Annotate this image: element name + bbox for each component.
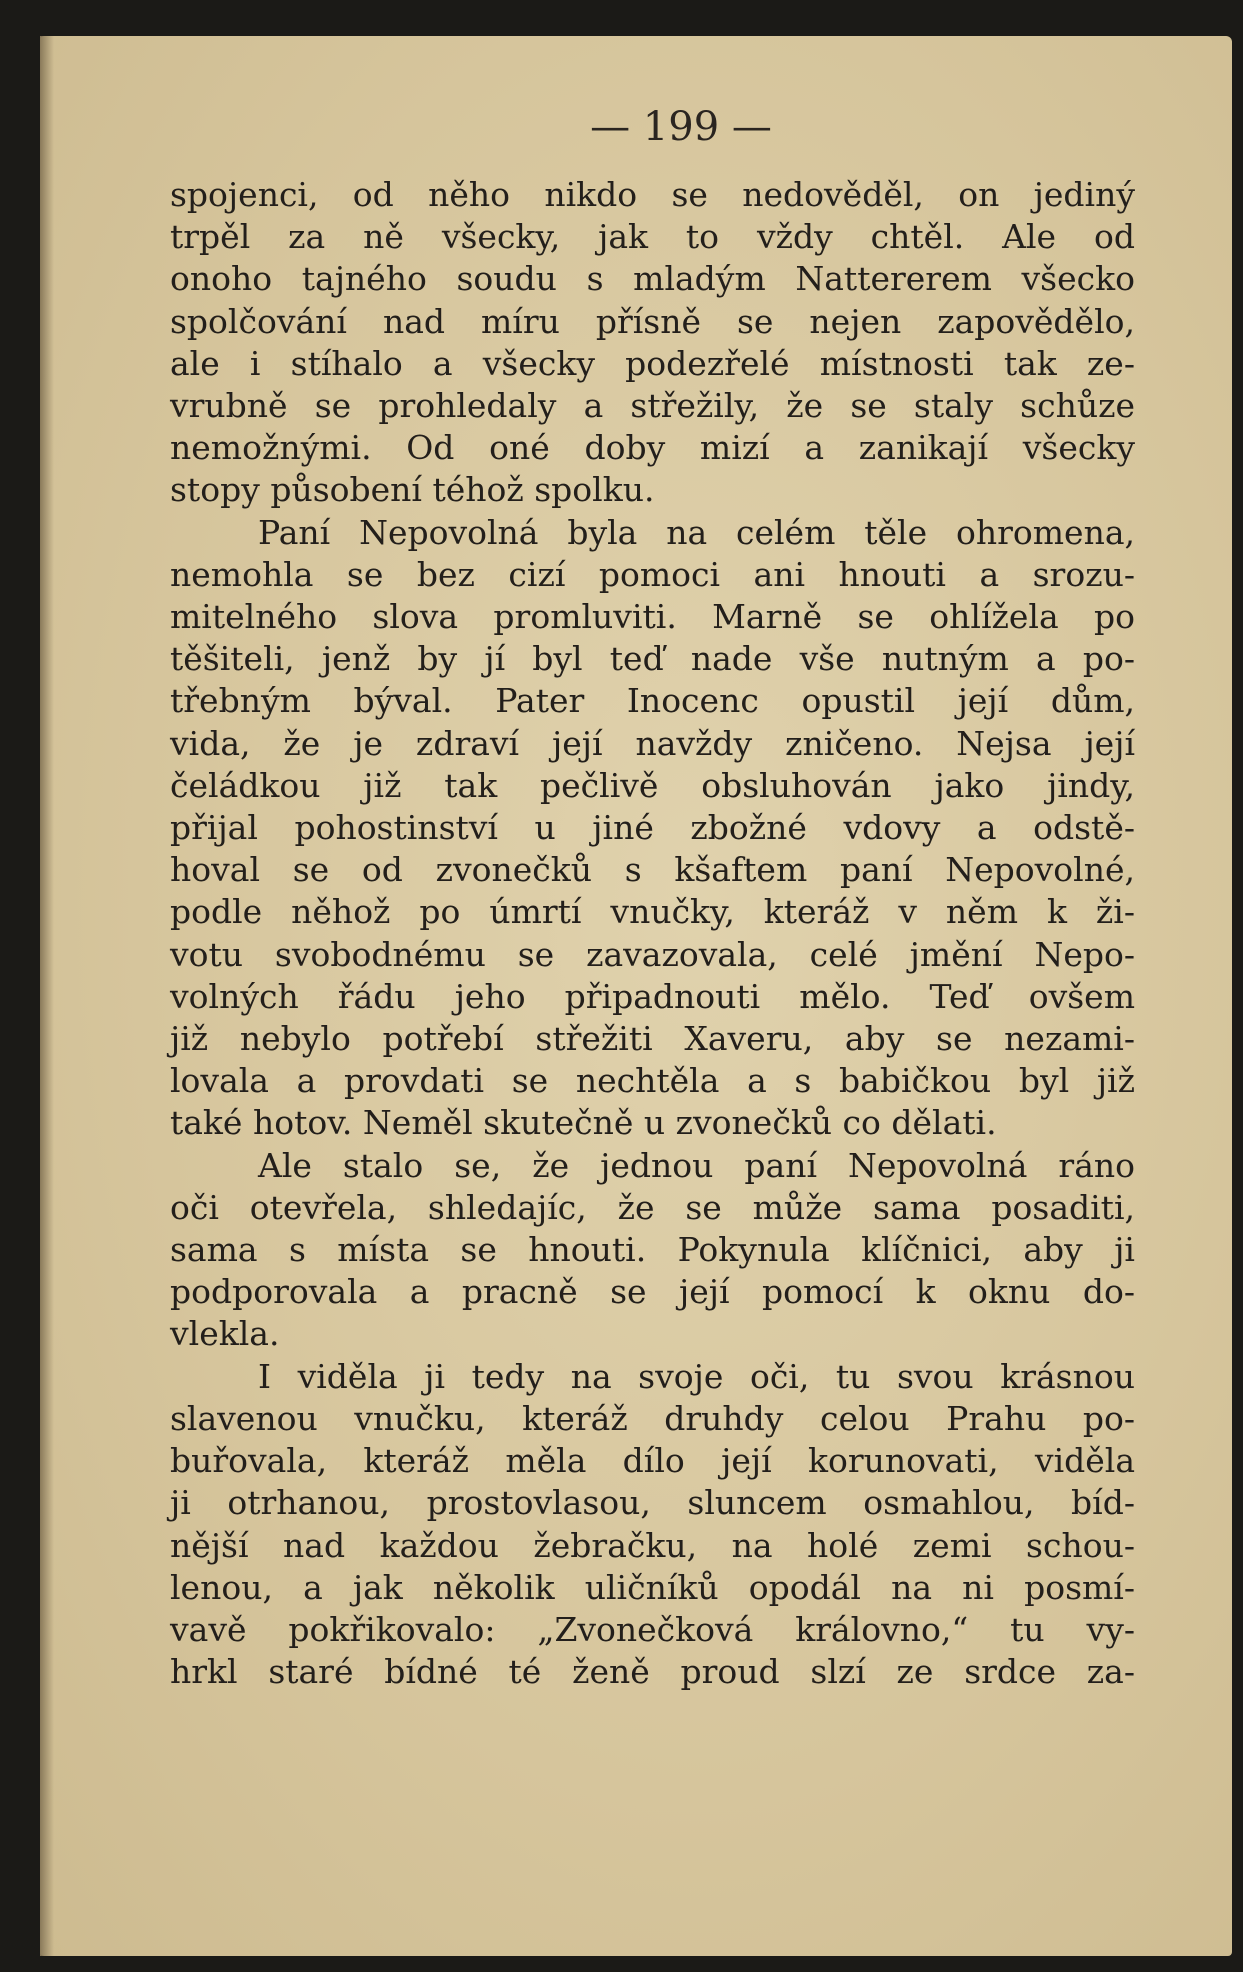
text-line: vlekla.: [170, 1314, 280, 1354]
text-line: volných řádu jeho připadnouti mělo. Teď ovšem: [170, 976, 1135, 1016]
text-line: votu svobodnému se zavazovala, celé jmění Nepo-: [170, 934, 1135, 974]
text-line: hoval se od zvonečků s kšaftem paní Nepovolné,: [170, 850, 1135, 890]
body-text: [170, 174, 1135, 1693]
text-line: přijal pohostinství u jiné zbožné vdovy a odstě-: [170, 808, 1135, 848]
text-line: mitelného slova promluviti. Marně se ohlížela po: [170, 597, 1135, 637]
text-line: stopy působení téhož spolku.: [170, 470, 655, 510]
text-line: podle něhož po úmrtí vnučky, kteráž v něm k ži-: [170, 892, 1135, 932]
page-number: — 199 —: [590, 104, 772, 150]
text-line: nější nad každou žebračku, na holé zemi schou-: [170, 1525, 1135, 1565]
text-line: lenou, a jak několik uličníků opodál na ni posmí-: [170, 1567, 1135, 1607]
text-line: čeládkou již tak pečlivě obsluhován jako jindy,: [170, 765, 1135, 805]
text-line: nemohla se bez cizí pomoci ani hnouti a srozu-: [170, 554, 1135, 594]
text-line: těšiteli, jenž by jí byl teď nade vše nutným a po-: [170, 639, 1135, 679]
text-line: třebným býval. Pater Inocenc opustil její dům,: [170, 681, 1135, 721]
text-line: onoho tajného soudu s mladým Nattererem všecko: [170, 259, 1135, 299]
text-line: trpěl za ně všecky, jak to vždy chtěl. Ale od: [170, 217, 1135, 257]
text-line: Ale stalo se, že jednou paní Nepovolná ráno: [258, 1145, 1135, 1185]
text-line: ji otrhanou, prostovlasou, sluncem osmahlou, bíd-: [170, 1483, 1135, 1523]
text-line: slavenou vnučku, kteráž druhdy celou Prahu po-: [170, 1398, 1135, 1438]
text-line: sama s místa se hnouti. Pokynula klíčnici, aby ji: [170, 1230, 1135, 1270]
text-line: vrubně se prohledaly a střežily, že se staly schůze: [170, 386, 1135, 426]
text-line: vida, že je zdraví její navždy zničeno. Nejsa její: [170, 723, 1135, 763]
text-line: oči otevřela, shledajíc, že se může sama posaditi,: [170, 1187, 1135, 1227]
text-line: nemožnými. Od oné doby mizí a zanikají všecky: [170, 428, 1135, 468]
book-page: [40, 36, 1232, 1956]
text-line: také hotov. Neměl skutečně u zvonečků co dělati.: [170, 1103, 997, 1143]
text-line: I viděla ji tedy na svoje oči, tu svou krásnou: [258, 1356, 1135, 1396]
text-line: Paní Nepovolná byla na celém těle ohromena,: [258, 512, 1135, 552]
text-line: spojenci, od něho nikdo se nedověděl, on jediný: [170, 175, 1135, 214]
text-line: podporovala a pracně se její pomocí k oknu do-: [170, 1272, 1135, 1312]
text-line: lovala a provdati se nechtěla a s babičkou byl již: [170, 1061, 1135, 1101]
text-line: buřovala, kteráž měla dílo její korunovati, viděla: [170, 1441, 1135, 1481]
text-line: vavě pokřikovalo: „Zvonečková královno,“ tu vy-: [170, 1609, 1135, 1649]
text-line: ale i stíhalo a všecky podezřelé místnosti tak ze-: [170, 343, 1135, 383]
text-line: spolčování nad míru přísně se nejen zapovědělo,: [170, 301, 1135, 341]
text-line: hrkl staré bídné té ženě proud slzí ze srdce za-: [170, 1652, 1135, 1692]
text-line: již nebylo potřebí střežiti Xaveru, aby se nezami-: [170, 1019, 1135, 1059]
